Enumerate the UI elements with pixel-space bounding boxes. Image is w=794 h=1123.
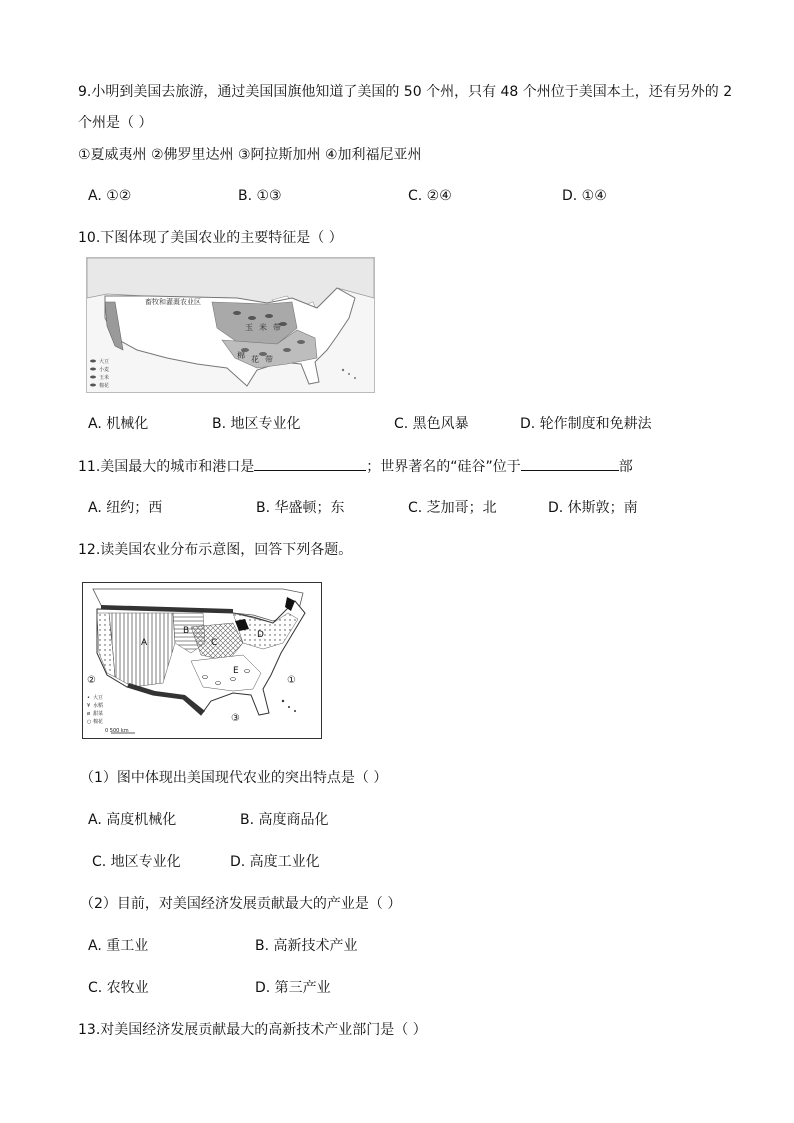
svg-text:¥: ¥ [87,703,91,709]
q11-option-c[interactable]: C. 芝加哥；北 [408,500,497,516]
svg-text:大豆: 大豆 [99,359,110,365]
q11-stem [78,456,633,477]
q9-choices: ①夏威夷州 ②佛罗里达州 ③阿拉斯加州 ④加利福尼亚州 [78,147,422,163]
q12-map-number-3: ③ [231,713,240,724]
q11-stem-part1: 11.美国最大的城市和港口是 [78,459,255,475]
q9-option-a[interactable]: A. ①② [88,188,132,204]
svg-text:水稻: 水稻 [93,703,104,709]
q12-stem: 12.读美国农业分布示意图，回答下列各题。 [78,542,353,558]
q12-sub1-option-a[interactable]: A. 高度机械化 [88,812,177,828]
q13-stem: 13.对美国经济发展贡献最大的高新技术产业部门是（ ） [78,1022,427,1038]
q12-map-scale: 0 500 km [105,728,129,734]
q10-map-crop-char: 花 [251,355,259,364]
svg-text:甜菜: 甜菜 [93,711,104,717]
q10-option-b[interactable]: B. 地区专业化 [212,416,301,432]
q9-option-c[interactable]: C. ②④ [408,188,452,204]
q9-option-d[interactable]: D. ①④ [562,188,607,204]
svg-text:•: • [87,695,90,701]
svg-text:小麦: 小麦 [99,367,110,373]
q10-map-crop-char: 棉 [237,351,245,360]
q10-map-crop-char: 带 [273,323,281,332]
q12-sub1-stem: （1）图中体现出美国现代农业的突出特点是（ ） [80,770,388,786]
q10-us-agriculture-map [86,257,375,393]
q10-map-region-label: 畜牧和灌溉农业区 [145,298,201,306]
q9-stem-line1: 9.小明到美国去旅游，通过美国国旗他知道了美国的 50 个州，只有 48 个州位于美国本土，还有另外的 2 [78,84,733,100]
q10-option-a[interactable]: A. 机械化 [88,416,149,432]
svg-text:ø: ø [87,711,91,717]
q12-sub1-option-d[interactable]: D. 高度工业化 [230,854,320,870]
q12-map-letter-b: B [183,626,190,636]
q11-stem-part3: 部 [618,459,633,475]
q11-option-b[interactable]: B. 华盛顿；东 [256,500,345,516]
q11-answer-blank-2[interactable] [521,456,619,471]
q10-stem: 10.下图体现了美国农业的主要特征是（ ） [78,230,343,246]
q10-map-svg [87,258,374,392]
q9-option-b[interactable]: B. ①③ [238,188,282,204]
q12-map-number-2: ② [87,675,96,686]
q9-stem-line2: 个州是（ ） [78,115,153,131]
q12-sub1-option-b[interactable]: B. 高度商品化 [240,812,329,828]
q10-option-d[interactable]: D. 轮作制度和免耕法 [520,416,652,432]
svg-text:玉米: 玉米 [99,375,110,381]
q12-sub2-option-b[interactable]: B. 高新技术产业 [255,938,358,954]
q12-sub2-option-c[interactable]: C. 农牧业 [88,980,149,996]
svg-text:大豆: 大豆 [93,695,104,701]
q11-answer-blank-1[interactable] [254,456,366,471]
q10-map-crop-char: 玉 [245,323,253,332]
q11-stem-part2: ；世界著名的“硅谷”位于 [366,459,521,475]
q12-map-legend [87,694,103,725]
svg-text:棉花: 棉花 [99,383,110,389]
q11-option-a[interactable]: A. 纽约；西 [88,500,163,516]
q10-map-legend [90,358,109,389]
q11-option-d[interactable]: D. 休斯敦；南 [548,500,638,516]
q12-map-svg [83,583,321,738]
q12-sub1-option-c[interactable]: C. 地区专业化 [92,854,181,870]
q10-map-crop-char: 带 [265,355,273,364]
svg-text:棉花: 棉花 [93,719,104,725]
svg-text:○: ○ [87,719,92,725]
q12-map-letter-e: E [233,666,239,676]
q12-us-agriculture-map [82,582,322,739]
q10-option-c[interactable]: C. 黑色风暴 [394,416,469,432]
q12-sub2-option-a[interactable]: A. 重工业 [88,938,149,954]
q12-sub2-stem: （2）目前，对美国经济发展贡献最大的产业是（ ） [80,896,402,912]
q12-map-letter-c: C [211,638,218,648]
q12-sub2-option-d[interactable]: D. 第三产业 [255,980,331,996]
q12-map-number-1: ① [287,675,296,686]
q12-map-letter-a: A [141,638,148,648]
q10-map-crop-char: 米 [259,323,267,332]
q12-map-letter-d: D [257,630,264,640]
